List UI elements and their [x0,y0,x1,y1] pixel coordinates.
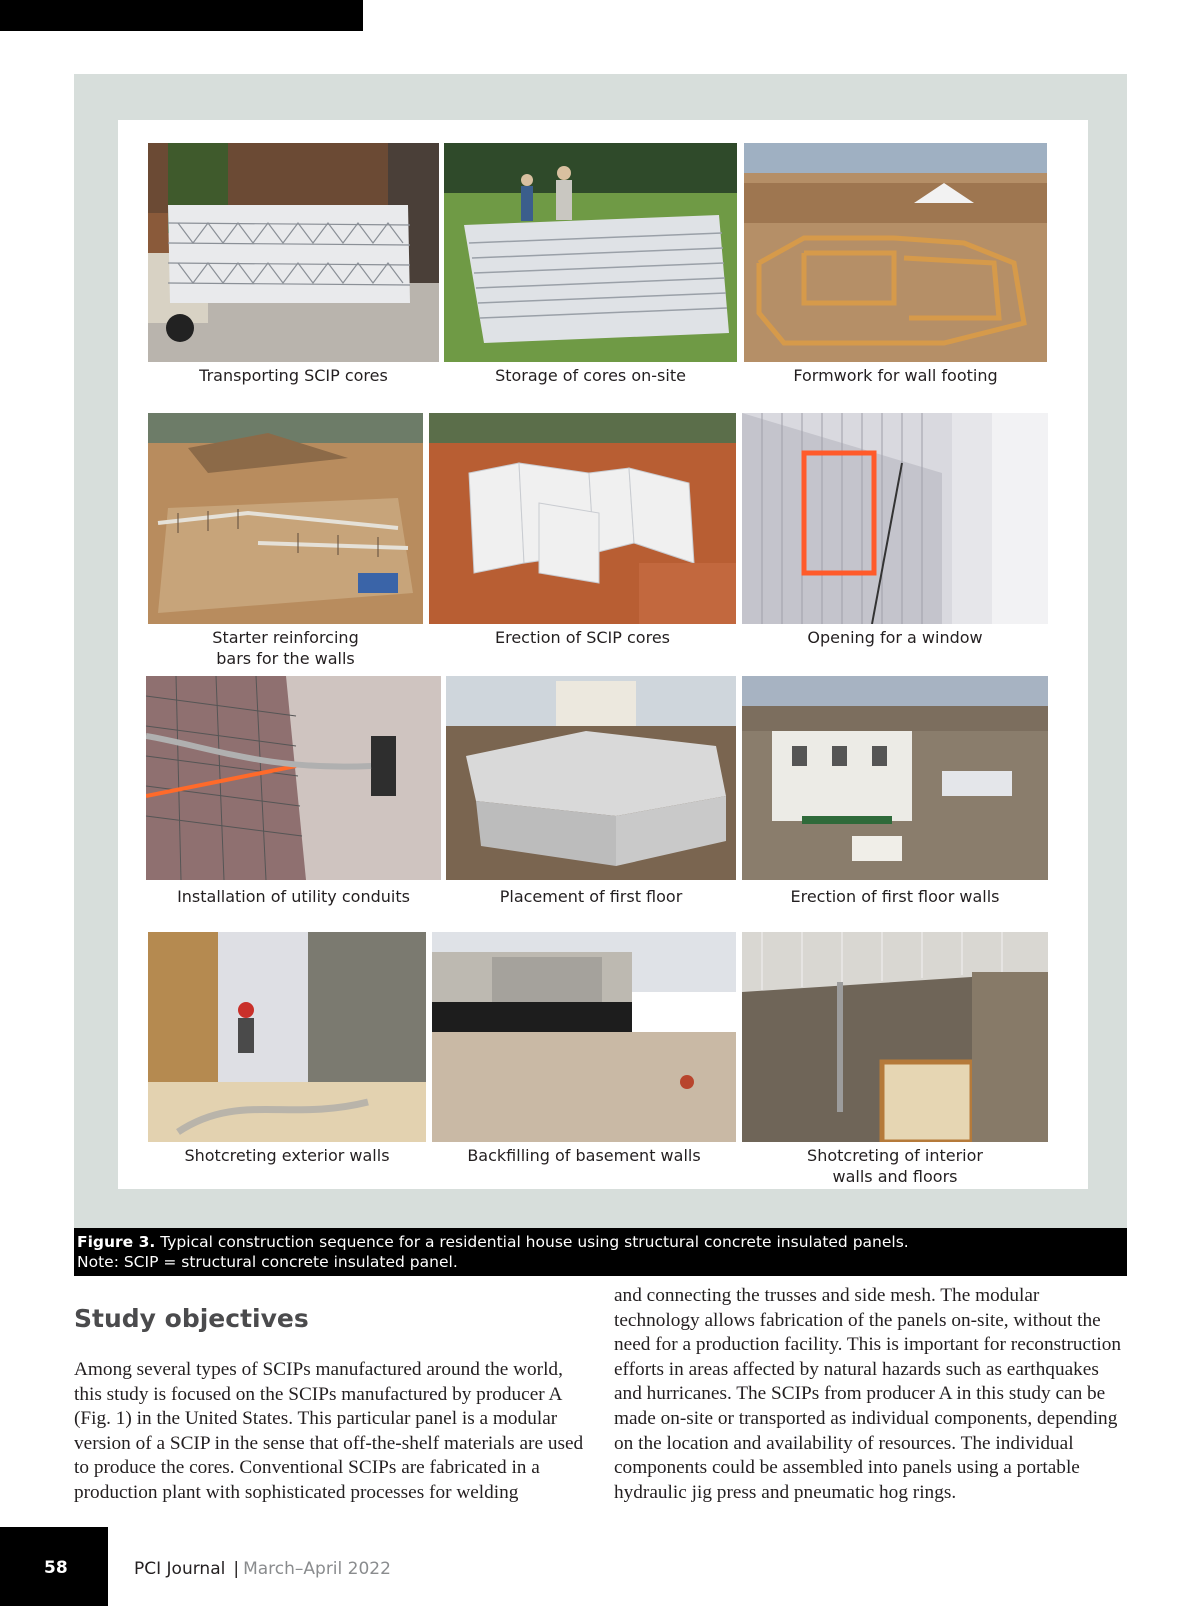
figure-caption-line [77,1232,1127,1252]
figure-note: Note: SCIP = structural concrete insulated panel. [77,1253,458,1271]
section-title: Study objectives [74,1304,309,1333]
starter-bars-photo [148,413,423,624]
body-text-right-column: and connecting the trusses and side mesh. The modular technology allows fabrication of the panels on-site, without the need for a production facility. This is important for reconstruction efforts in areas affected by natural hazards such as earthquakes and hurricanes. The SCIPs from producer A in this study can be made on-site or transported as individual components, depending on the location and availability of resources. The individual components could be assembled into panels using a portable hydraulic jig press and pneumatic hog rings. [614,1285,1122,1503]
journal-name: PCI Journal [134,1559,226,1579]
panel-caption: Transporting SCIP cores [199,366,388,385]
issue-date: March–April 2022 [243,1559,391,1579]
panel-caption: Storage of cores on-site [495,366,686,385]
panel-erection-photo [429,413,736,624]
panel-caption: Shotcreting of interior walls and floors [807,1146,983,1186]
footing-formwork-photo [744,143,1047,362]
body-text-left-column: Among several types of SCIPs manufactured around the world, this study is focused on the SCIPs manufactured by producer A (Fig. 1) in the United States. This particular panel is a modular version of a SCIP in the sense that off-the-shelf materials are used to produce the cores. Conventional SCIPs are fabricated in a production plant with sophisticated processes for welding [74,1359,584,1503]
utility-conduits-photo [146,676,441,880]
panel-caption: Shotcreting exterior walls [184,1146,390,1165]
footer-separator: | [233,1559,240,1579]
panel-caption: Starter reinforcing bars for the walls [212,628,359,668]
panel-caption: Placement of first floor [499,887,683,906]
panel-caption: Backfilling of basement walls [467,1146,701,1165]
shotcrete-exterior-photo [148,932,426,1142]
shotcrete-interior-photo [742,932,1048,1142]
running-footer [134,1559,391,1579]
page-number: 58 [44,1558,68,1578]
panel-caption: Opening for a window [807,628,983,647]
figure-caption [74,1228,1127,1276]
truck-with-panels-photo [148,143,439,362]
header-black-bar [0,0,363,31]
panel-caption: Erection of SCIP cores [495,628,670,647]
figure-label: Figure 3. [77,1233,156,1251]
stacked-panels-photo [444,143,737,362]
panel-caption: Installation of utility conduits [177,887,410,906]
first-floor-walls-photo [742,676,1048,880]
panel-caption: Formwork for wall footing [793,366,998,385]
panel-caption: Erection of first floor walls [790,887,1000,906]
window-opening-photo [742,413,1048,624]
backfill-photo [432,932,736,1142]
first-floor-photo [446,676,736,880]
figure-caption-text: Typical construction sequence for a residential house using structural concrete insulated panels. [155,1233,909,1251]
